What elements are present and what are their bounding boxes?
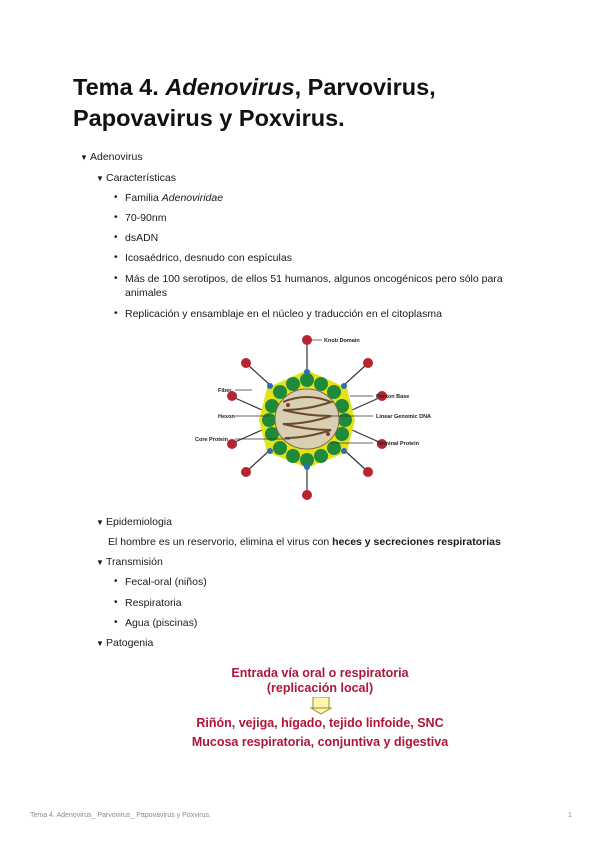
toggle-label: Adenovirus bbox=[90, 151, 143, 163]
list-item bbox=[114, 616, 198, 630]
label-fiber: Fiber bbox=[218, 388, 232, 394]
bullet-icon: • bbox=[114, 273, 118, 284]
item-italic: Adenoviridae bbox=[161, 192, 224, 204]
label-hexon: Hexon bbox=[218, 414, 235, 420]
triangle-down-icon: ▼ bbox=[80, 153, 88, 162]
bullet-icon: • bbox=[114, 308, 118, 319]
label-penton: Penton Base bbox=[376, 394, 410, 400]
title-line2: Papovavirus y Poxvirus. bbox=[73, 105, 345, 131]
toggle-label: Transmisión bbox=[106, 556, 163, 568]
label-knob: Knob Domain bbox=[324, 338, 360, 344]
item-text: Replicación y ensamblaje en el núcleo y traducción en el citoplasma bbox=[125, 308, 442, 320]
footer-text: Tema 4. Adenovirus_ Parvovirus_ Papovavirus y Poxvirus. bbox=[30, 812, 211, 819]
triangle-down-icon: ▼ bbox=[96, 518, 104, 527]
toggle-transmision[interactable] bbox=[96, 555, 163, 570]
down-arrow-icon bbox=[310, 697, 332, 715]
toggle-patogenia[interactable] bbox=[96, 636, 153, 651]
page-number: 1 bbox=[568, 812, 572, 819]
pat-line4: Mucosa respiratoria, conjuntiva y digestiva bbox=[191, 735, 449, 749]
title-prefix: Tema 4. bbox=[73, 74, 166, 100]
epidemiologia-text bbox=[108, 535, 501, 549]
item-text: Respiratoria bbox=[125, 597, 182, 609]
list-item bbox=[114, 272, 505, 300]
item-text: 70-90nm bbox=[125, 212, 167, 224]
pat-line3: Riñón, vejiga, hígado, tejido linfoide, SNC bbox=[196, 716, 444, 730]
item-text: Icosaédrico, desnudo con espículas bbox=[125, 252, 292, 264]
item-text: Familia bbox=[125, 192, 162, 204]
epi-text: El hombre es un reservorio, elimina el virus con bbox=[108, 536, 333, 548]
list-item bbox=[114, 231, 159, 245]
adenovirus-diagram bbox=[190, 330, 450, 505]
bullet-icon: • bbox=[114, 576, 118, 587]
bullet-icon: • bbox=[114, 617, 118, 628]
epi-bold: heces y secreciones respiratorias bbox=[332, 536, 501, 548]
patogenia-diagram bbox=[160, 662, 480, 752]
label-core: Core Protein bbox=[195, 437, 229, 443]
title-italic: Adenovirus bbox=[165, 74, 295, 100]
toggle-epidemiologia[interactable] bbox=[96, 515, 172, 530]
list-item bbox=[114, 251, 292, 265]
triangle-down-icon: ▼ bbox=[96, 558, 104, 567]
toggle-label: Epidemiologia bbox=[106, 516, 172, 528]
bullet-icon: • bbox=[114, 252, 118, 263]
list-item bbox=[114, 211, 167, 225]
toggle-label: Patogenia bbox=[106, 637, 154, 649]
pat-line1: Entrada vía oral o respiratoria bbox=[231, 666, 409, 680]
item-text: Fecal-oral (niños) bbox=[125, 576, 207, 588]
label-dna: Linear Genomic DNA bbox=[376, 414, 432, 420]
bullet-icon: • bbox=[114, 192, 118, 203]
page-title bbox=[73, 72, 543, 134]
list-item bbox=[114, 307, 442, 321]
bullet-icon: • bbox=[114, 232, 118, 243]
title-rest: , Parvovirus, bbox=[294, 74, 436, 100]
item-text: Agua (piscinas) bbox=[125, 617, 198, 629]
list-item bbox=[114, 575, 207, 589]
item-text-cont: animales bbox=[125, 287, 168, 299]
bullet-icon: • bbox=[114, 212, 118, 223]
triangle-down-icon: ▼ bbox=[96, 639, 104, 648]
list-item bbox=[114, 596, 182, 610]
triangle-down-icon: ▼ bbox=[96, 174, 104, 183]
label-terminal: Terminal Protein bbox=[376, 441, 419, 447]
list-item bbox=[114, 191, 224, 205]
item-text: dsADN bbox=[125, 232, 159, 244]
bullet-icon: • bbox=[114, 597, 118, 608]
toggle-adenovirus[interactable] bbox=[80, 150, 143, 165]
toggle-label: Características bbox=[106, 172, 177, 184]
pat-line2: (replicación local) bbox=[266, 681, 374, 695]
toggle-caracteristicas[interactable] bbox=[96, 171, 176, 186]
item-text: Más de 100 serotipos, de ellos 51 humanos, algunos oncogénicos pero sólo para bbox=[125, 273, 503, 285]
